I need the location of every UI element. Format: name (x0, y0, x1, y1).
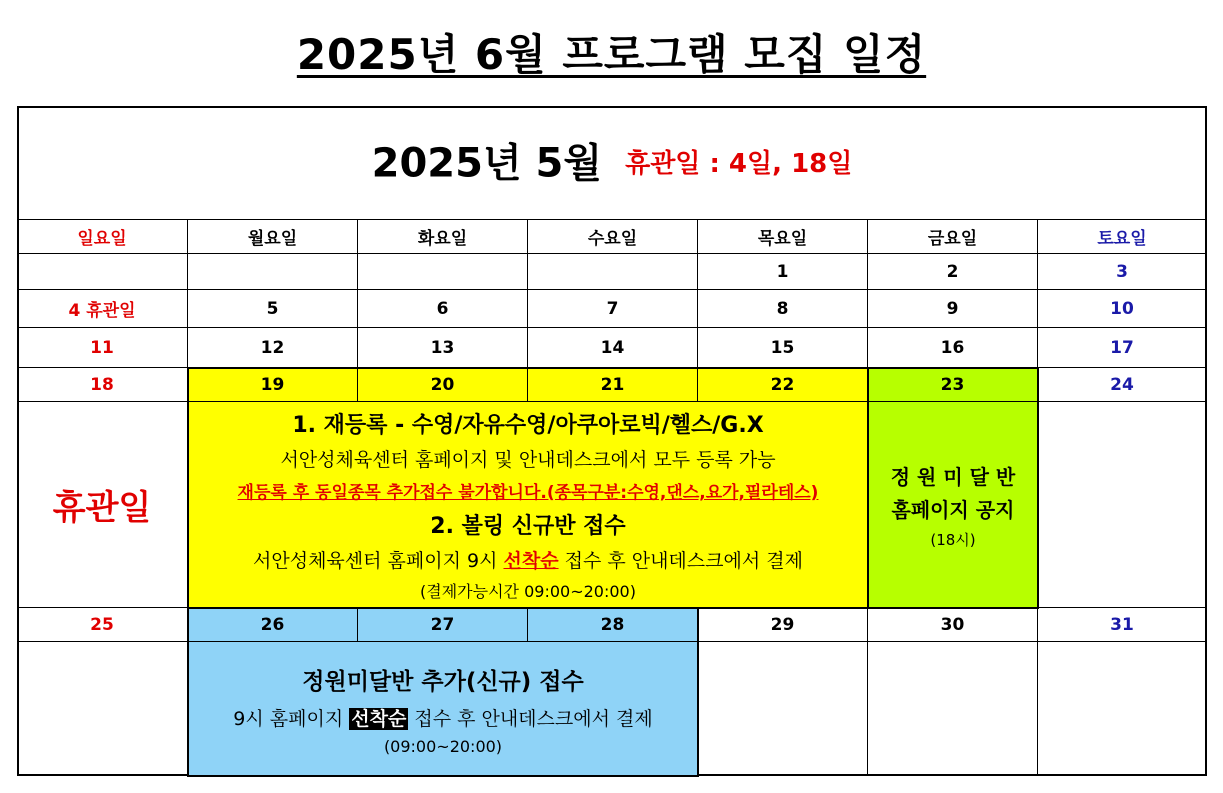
day-cell: 19 (188, 368, 358, 402)
day-cell: 12 (188, 328, 358, 368)
day-cell: 29 (698, 608, 868, 642)
first-come-mark: 선착순 (351, 707, 407, 730)
event-border-green (867, 367, 1039, 609)
notice-line: 홈페이지 공지 (891, 497, 1015, 522)
closed-days-note: 휴관일 : 4일, 18일 (625, 148, 853, 179)
weekday-friday: 금요일 (868, 219, 1038, 254)
day-cell: 7 (528, 290, 698, 328)
event-text-part: 접수 후 안내데스크에서 결제 (408, 707, 653, 730)
day-cell: 24 (1038, 368, 1207, 402)
day-cell: 25 (17, 608, 188, 642)
day-cell-empty (1038, 642, 1207, 776)
weekday-wednesday: 수요일 (528, 219, 698, 254)
day-cell: 14 (528, 328, 698, 368)
event-warning: 재등록 후 동일종목 추가접수 불가합니다.(종목구분:수영,댄스,요가,필라테스) (237, 483, 819, 503)
page-title: 2025년 6월 프로그램 모집 일정 (296, 30, 927, 79)
event-hours: (09:00~20:00) (383, 736, 503, 756)
day-cell (528, 254, 698, 290)
event-heading: 1. 재등록 - 수영/자유수영/아쿠아로빅/헬스/G.X (292, 413, 764, 438)
day-cell-empty (698, 642, 868, 776)
event-text: 서안성체육센터 홈페이지 및 안내데스크에서 모두 등록 가능 (280, 449, 776, 471)
day-cell: 23 (868, 368, 1038, 402)
day-cell: 22 (698, 368, 868, 402)
day-cell: 16 (868, 328, 1038, 368)
event-text-part: 9시 홈페이지 (233, 707, 350, 730)
day-cell: 6 (358, 290, 528, 328)
day-cell: 9 (868, 290, 1038, 328)
day-cell: 21 (528, 368, 698, 402)
day-cell-empty (1038, 402, 1207, 608)
day-cell: 26 (188, 608, 358, 642)
day-cell (17, 254, 188, 290)
weekday-thursday: 목요일 (698, 219, 868, 254)
calendar-header (17, 106, 1207, 220)
day-cell: 31 (1038, 608, 1207, 642)
day-cell: 20 (358, 368, 528, 402)
day-cell: 30 (868, 608, 1038, 642)
weekday-monday: 월요일 (188, 219, 358, 254)
day-cell (188, 254, 358, 290)
event-hours: (결제가능시간 09:00~20:00) (420, 582, 636, 601)
weekday-sunday: 일요일 (17, 219, 188, 254)
notice-time: (18시) (930, 530, 976, 549)
day-cell: 11 (17, 328, 188, 368)
day-cell: 8 (698, 290, 868, 328)
event-text-part: 접수 후 안내데스크에서 결제 (558, 550, 803, 572)
notice-line: 정 원 미 달 반 (890, 464, 1016, 489)
day-cell: 27 (358, 608, 528, 642)
day-cell-empty (868, 642, 1038, 776)
day-cell: 18 (17, 368, 188, 402)
day-cell: 5 (188, 290, 358, 328)
weekday-tuesday: 화요일 (358, 219, 528, 254)
month-title: 2025년 5월 (371, 140, 602, 187)
day-cell: 15 (698, 328, 868, 368)
day-cell: 28 (528, 608, 698, 642)
day-cell-empty (17, 642, 188, 776)
day-cell: 2 (868, 254, 1038, 290)
day-cell: 3 (1038, 254, 1207, 290)
day-cell-closed: 4 휴관일 (17, 290, 188, 328)
day-cell: 10 (1038, 290, 1207, 328)
first-come-mark: 선착순 (503, 550, 559, 572)
event-heading: 정원미달반 추가(신규) 접수 (302, 668, 584, 695)
event-text-part: 서안성체육센터 홈페이지 9시 (253, 550, 504, 572)
event-border-blue (187, 607, 699, 777)
day-cell: 17 (1038, 328, 1207, 368)
day-cell: 1 (698, 254, 868, 290)
weekday-saturday: 토요일 (1038, 219, 1207, 254)
event-heading: 2. 볼링 신규반 접수 (430, 514, 626, 539)
day-cell (358, 254, 528, 290)
day-cell: 13 (358, 328, 528, 368)
closed-day-label: 휴관일 (17, 402, 188, 608)
